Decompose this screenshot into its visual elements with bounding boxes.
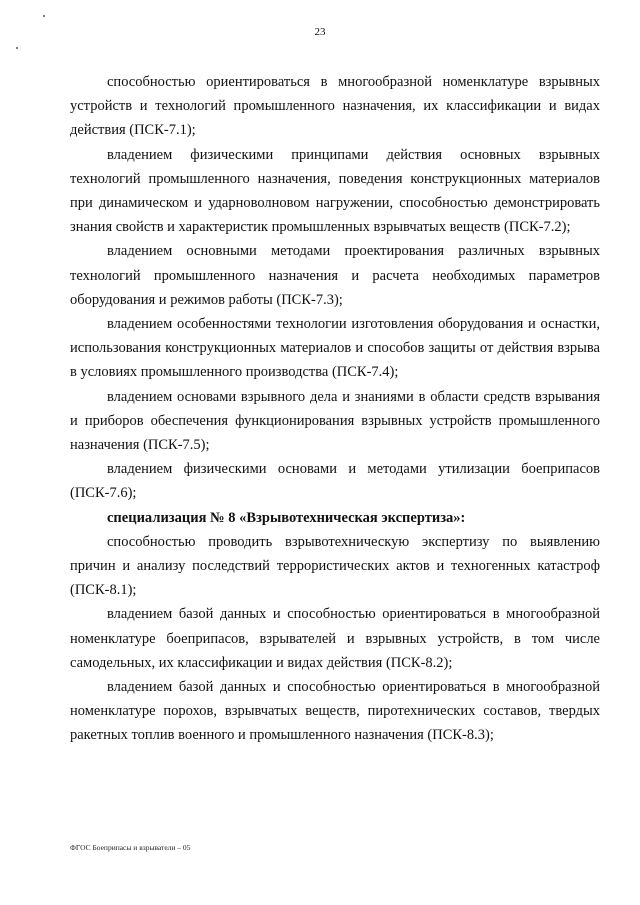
paragraph-psk-7-4: владением особенностями технологии изготовления оборудования и оснастки, использования конструкционных материалов и способов защиты от действия взрыва в условиях промышленного производства (ПСК-7.4); (70, 316, 600, 381)
page-number: 23 (314, 26, 326, 38)
paragraph-psk-7-1: способностью ориентироваться в многообразной номенклатуре взрывных устройств и технологий промышленного назначения, их классификации и видах действия (ПСК-7.1); (70, 74, 600, 139)
scan-speck (16, 47, 18, 49)
paragraph-psk-7-3: владением основными методами проектирования различных взрывных технологий промышленного назначения и расчета необходимых параметров оборудования и режимов работы (ПСК-7.3); (70, 243, 600, 308)
paragraph-psk-8-1: способностью проводить взрывотехническую экспертизу по выявлению причин и анализу последствий террористических актов и техногенных катастроф (ПСК-8.1); (70, 533, 600, 599)
section-heading: специализация № 8 «Взрывотехническая экспертиза»: (107, 509, 466, 526)
page-footer: ФГОС Боеприпасы и взрыватели – 05 (70, 843, 191, 852)
paragraph-psk-8-3: владением базой данных и способностью ориентироваться в многообразной номенклатуре порохов, взрывчатых веществ, пиротехнических составов, твердых ракетных топлив военного и промышленного назначения (ПСК-8.3); (70, 679, 600, 744)
paragraph-psk-8-2: владением базой данных и способностью ориентироваться в многообразной номенклатуре боеприпасов, взрывателей и взрывных устройств, в том числе самодельных, их классификации и видах действия (ПСК-8.2); (70, 606, 600, 671)
document-body (70, 70, 600, 748)
paragraph-psk-7-6: владением физическими основами и методами утилизации боеприпасов (ПСК-7.6); (70, 461, 600, 502)
paragraph-psk-7-2: владением физическими принципами действия основных взрывных технологий промышленного назначения, поведения конструкционных материалов при динамическом и ударноволновом нагружении, способностью демонстрировать знания свойств и характеристик промышленных взрывчатых веществ (ПСК-7.2); (70, 146, 600, 236)
scan-speck (43, 15, 45, 17)
paragraph-psk-7-5: владением основами взрывного дела и знаниями в области средств взрывания и приборов обеспечения функционирования взрывных устройств промышленного назначения (ПСК-7.5); (70, 388, 600, 454)
